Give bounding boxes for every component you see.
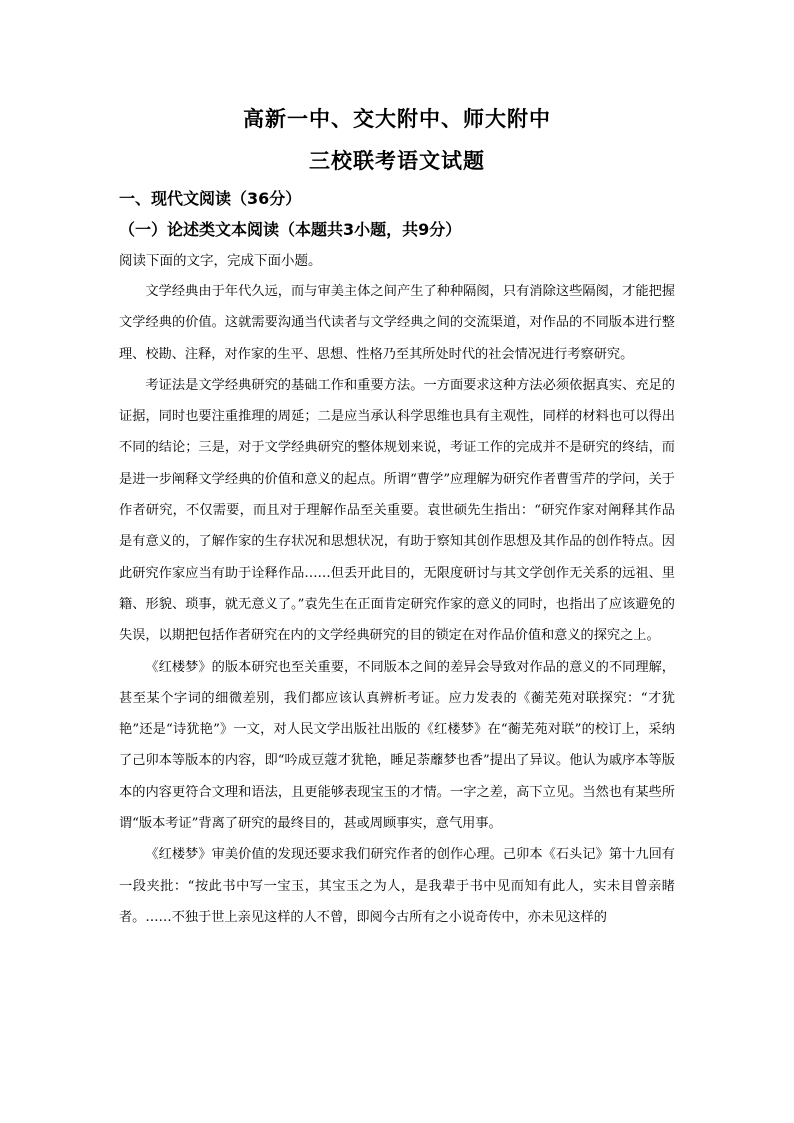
exam-title-subject: 三校联考语文试题 xyxy=(309,149,485,173)
reading-passage xyxy=(119,276,675,933)
passage-paragraph: 《红楼梦》的版本研究也至关重要，不同版本之间的差异会导致对作品的意义的不同理解，甚至某个字词的细微差别，我们都应该认真辨析考证。应力发表的《蘅芜苑对联探究：“才犹艳”还是“诗犹艳”》一文，对人民文学出版社出版的《红楼梦》在“蘅芜苑对联”的校订上，采纳了己卯本等版本的内容，即“吟成豆蔻才犹艳，睡足荼蘼梦也香”提出了异议。他认为戚序本等版本的内容更符合文理和语法，且更能够表现宝玉的才情。一字之差，高下立见。当然也有某些所谓“版本考证”背离了研究的最终目的，甚或周顾事实，意气用事。 xyxy=(119,659,675,832)
passage-paragraph: 文学经典由于年代久远，而与审美主体之间产生了种种隔阂，只有消除这些隔阂，才能把握文学经典的价值。这就需要沟通当代读者与文学经典之间的交流渠道，对作品的不同版本进行整理、校勘、注释，对作家的生平、思想、性格乃至其所处时代的社会情况进行考察研究。 xyxy=(119,284,675,362)
section-heading: 一、现代文阅读（36分） xyxy=(119,189,302,208)
exam-title-schools: 高新一中、交大附中、师大附中 xyxy=(243,107,551,131)
reading-instruction: 阅读下面的文字，完成下面小题。 xyxy=(119,253,322,269)
subsection-heading: （一）论述类文本阅读（本题共3小题，共9分） xyxy=(119,220,462,239)
passage-paragraph: 《红楼梦》审美价值的发现还要求我们研究作者的创作心理。己卯本《石头记》第十九回有一段夹批：“按此书中写一宝玉，其宝玉之为人，是我辈于书中见而知有此人，实未目曾亲睹者。……不独于世上亲见这样的人不曾，即阅今古所有之小说奇传中，亦未见这样的 xyxy=(119,847,675,925)
passage-paragraph: 考证法是文学经典研究的基础工作和重要方法。一方面要求这种方法必须依据真实、充足的证据，同时也要注重推理的周延；二是应当承认科学思维也具有主观性，同样的材料也可以得出不同的结论；三是，对于文学经典研究的整体规划来说，考证工作的完成并不是研究的终结，而是进一步阐释文学经典的价值和意义的起点。所谓“曹学”应理解为研究作者曹雪芹的学问，关于作者研究，不仅需要，而且对于理解作品至关重要。袁世硕先生指出：“研究作家对阐释其作品是有意义的，了解作家的生存状况和思想状况，有助于察知其创作思想及其作品的创作特点。因此研究作家应当有助于诠释作品……但丢开此目的，无限度研讨与其文学创作无关系的远祖、里籍、形貌、琐事，就无意义了。”袁先生在正面肯定研究作家的意义的同时，也指出了应该避免的失误，以期把包括作者研究在内的文学经典研究的目的锁定在对作品价值和意义的探究之上。 xyxy=(119,377,675,644)
